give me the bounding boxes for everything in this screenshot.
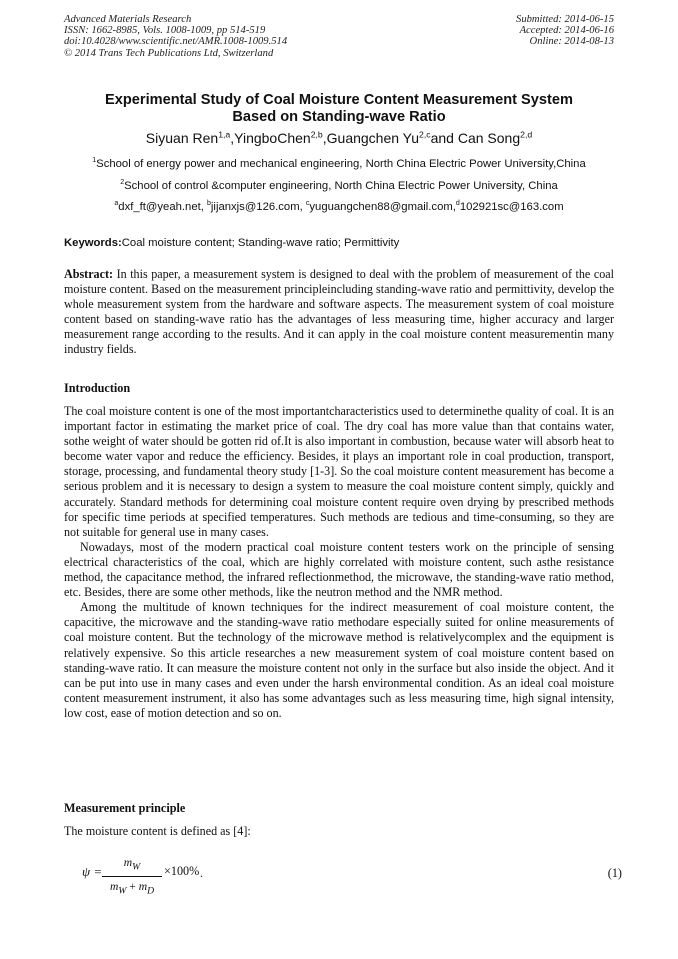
affiliation-1-text: School of energy power and mechanical engineering, North China Electric Power University,China [96,158,586,170]
journal-name: Advanced Materials Research [64,14,192,25]
affiliation-1 [30,157,648,171]
author-4-sup: 2,d [520,129,533,140]
fraction-bar [102,876,162,877]
measurement-intro: The moisture content is defined as [4]: [64,824,251,838]
equation-period: . [200,866,203,880]
affiliation-2 [30,179,648,193]
introduction-body [64,404,614,721]
email-b-sup: b [207,200,211,208]
accepted-date: Accepted: 2014-06-16 [519,25,614,37]
fraction-denominator [102,880,162,898]
title-line-2: Based on Standing-wave Ratio [232,109,446,125]
intro-paragraph-2: Nowadays, most of the modern practical coal moisture content testers work on the principle of sensing electrical characteristics of the coal, which are highly correlated with moisture content, such asthe resistance method, the capacitance method, the infrared reflectionmethod, the microwave, the standing-wave ratio method, etc. Besides, there are some other methods, like the neutron method and the NMR method. [64,539,614,600]
email-d: 102921sc@163.com [459,201,564,213]
author-1-sup: 1,a [218,129,231,140]
keywords [64,236,624,250]
copyright-line: © 2014 Trans Tech Publications Ltd, Switzerland [64,47,274,59]
journal-header [64,14,394,59]
author-list [40,130,638,147]
keywords-label: Keywords: [64,237,122,249]
affiliation-2-text: School of control &computer engineering, North China Electric Power University, China [124,180,558,192]
author-1: Siyuan Ren [145,130,219,146]
email-a: dxf_ft@yeah.net, [118,201,208,213]
title-line-1: Experimental Study of Coal Moisture Content Measurement System [105,92,573,108]
email-b: jijanxjs@126.com, [210,201,306,213]
affiliation-2-sup: 2 [120,179,125,187]
denominator-sub-1: W [118,885,127,897]
paper-title [60,92,618,126]
abstract [64,267,614,358]
author-3: ,Guangchen Yu [322,130,420,146]
email-c-sup: c [305,200,310,208]
online-date: Online: 2014-08-13 [529,36,614,48]
author-2: ,YingboChen [230,130,311,146]
email-c: yuguangchen88@gmail.com, [309,201,456,213]
author-2-sup: 2,b [310,129,323,140]
denominator-m2: m [138,880,148,894]
intro-paragraph-1: The coal moisture content is one of the most importantcharacteristics used to determinethe quality of coal. It is an important factor in estimating the market price of coal. The dry coal has more value than that contains water, sothe weight of water should be gotten rid of.It is also important in combustion, because water will absorb heat to become water vapor and reduce the efficiency. Besides, it plays an important role in coal production, transport, storage, processing, and fundamental theory study [1-3]. So the coal moisture content measurement has become a serious problem and it is necessary to design a system to measure the coal moisture content simply, quickly and accurately. Standard methods for determining coal moisture content require oven drying by prescribed methods for specific time periods at specified temperatures. Such methods are tedious and time-consuming, so they are not suitable for general use in many cases. [64,404,614,539]
equation-lhs: ψ = [82,864,103,879]
affiliation-1-sup: 1 [92,157,97,165]
dates-header [354,14,614,48]
doi-line: doi:10.4028/www.scientific.net/AMR.1008-1009.514 [64,36,288,48]
equation-1 [82,856,622,896]
abstract-label: Abstract: [64,267,114,281]
keywords-text: Coal moisture content; Standing-wave ratio; Permittivity [121,237,400,249]
abstract-text: In this paper, a measurement system is designed to deal with the problem of measurement of the coal moisture content. Based on the measurement principleincluding standing-wave ratio and permittivity, develop the whole measurement system from the hardware and software aspects. The measurement system of coal moisture content based on standing-wave ratio has the advantages of less measuring time, higher accuracy and larger measurement range according to the results. And it can apply in the coal moisture content measurementin many industry fields. [64,267,614,357]
author-4: and Can Song [430,130,521,146]
equation-fraction [102,856,162,899]
fraction-numerator [102,856,162,874]
issn-line: ISSN: 1662-8985, Vols. 1008-1009, pp 514-519 [64,25,266,37]
submitted-date: Submitted: 2014-06-15 [516,14,614,25]
intro-paragraph-3: Among the multitude of known techniques for the indirect measurement of coal moisture content, the capacitive, the microwave and the standing-wave ratio methodare especially suited for online measurements of coal moisture content. But the technology of the microwave method is relativelycomplex and the equipment is relatively expensive. So this article researches a new measurement system of coal moisture content based on standing-wave ratio. It can measure the moisture content not only in the surface but also inside the object. And it can be put into use in many cases and even under the harsh environmental condition. As an ideal coal moisture content measurement instrument, it also has some advantages such as less measuring time, high signal intensity, low cost, ease of motion detection and so on. [64,600,614,720]
email-d-sup: d [455,200,460,208]
equation-times-100: ×100% [164,864,200,878]
numerator-m: m [123,856,133,869]
denominator-m1: m [109,880,119,894]
equation-number: (1) [607,866,622,880]
author-3-sup: 2,c [419,129,431,140]
measurement-heading: Measurement principle [64,801,186,815]
denominator-plus: + [126,880,139,894]
introduction-heading: Introduction [64,381,131,395]
numerator-sub: W [132,861,141,873]
denominator-sub-2: D [147,885,155,897]
email-line [30,200,648,214]
email-a-sup: a [114,200,119,208]
